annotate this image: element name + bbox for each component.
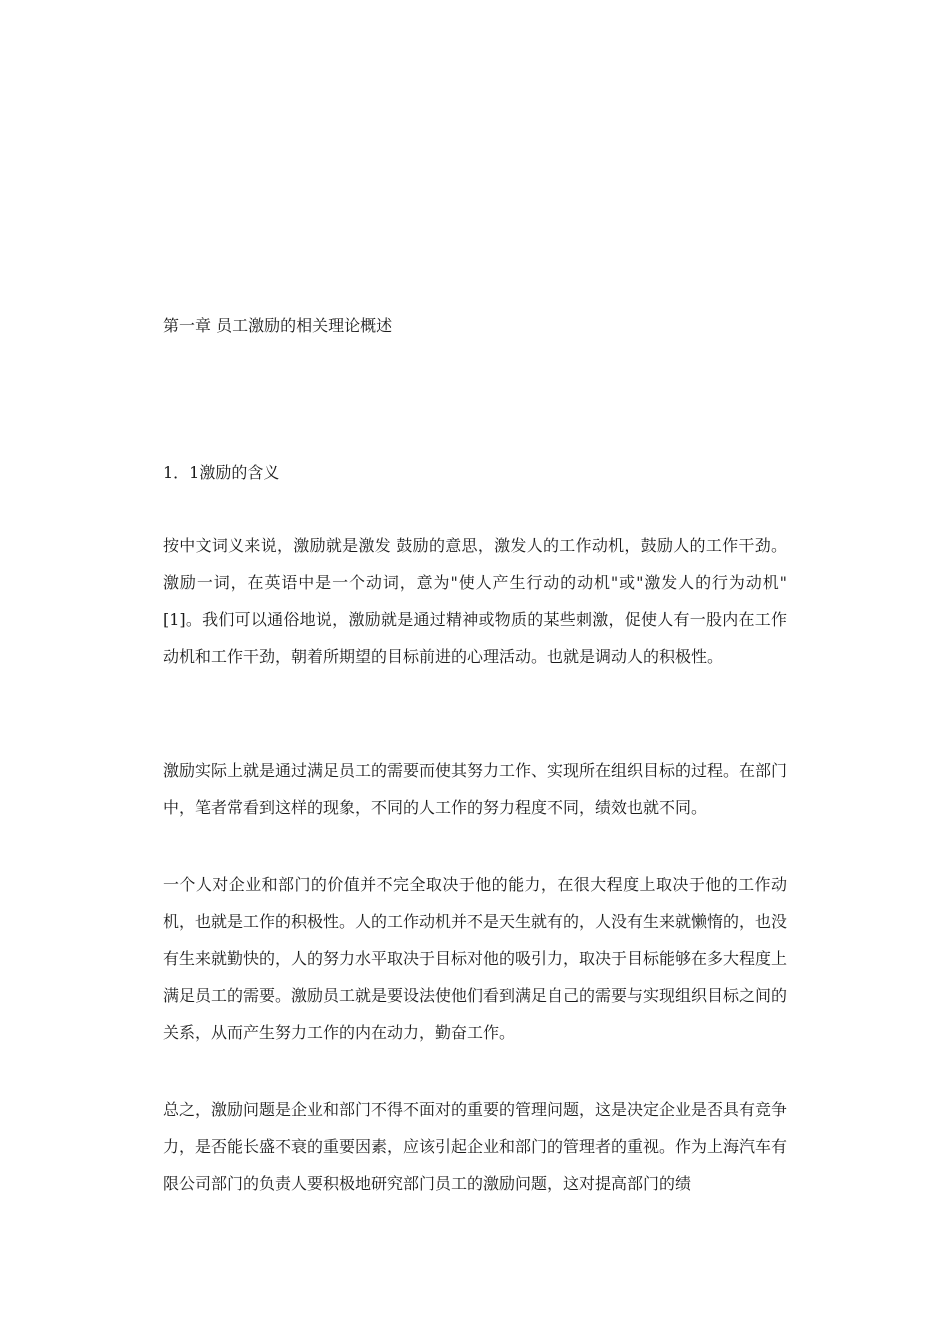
body-paragraph: 总之，激励问题是企业和部门不得不面对的重要的管理问题，这是决定企业是否具有竞争力，是否能长盛不衰的重要因素，应该引起企业和部门的管理者的重视。作为上海汽车有限公司部门的负责人要积极地研究部门员工的激励问题，这对提高部门的绩	[163, 1100, 788, 1193]
chapter-title: 第一章 员工激励的相关理论概述	[163, 316, 393, 335]
section-title: 1．1激励的含义	[163, 463, 280, 482]
body-paragraph: 一个人对企业和部门的价值并不完全取决于他的能力，在很大程度上取决于他的工作动机，也就是工作的积极性。人的工作动机并不是天生就有的，人没有生来就懒惰的，也没有生来就勤快的，人的努力水平取决于目标对他的吸引力，取决于目标能够在多大程度上满足员工的需要。激励员工就是要设法使他们看到满足自己的需要与实现组织目标之间的关系，从而产生努力工作的内在动力，勤奋工作。	[163, 875, 788, 1042]
body-paragraph: 按中文词义来说，激励就是激发 鼓励的意思，激发人的工作动机，鼓励人的工作干劲。激励一词，在英语中是一个动词，意为"使人产生行动的动机"或"激发人的行为动机"[1]。我们可以通俗地说，激励就是通过精神或物质的某些刺激，促使人有一股内在工作动机和工作干劲，朝着所期望的目标前进的心理活动。也就是调动人的积极性。	[163, 536, 787, 666]
body-paragraph: 激励实际上就是通过满足员工的需要而使其努力工作、实现所在组织目标的过程。在部门中，笔者常看到这样的现象，不同的人工作的努力程度不同，绩效也就不同。	[163, 761, 788, 817]
